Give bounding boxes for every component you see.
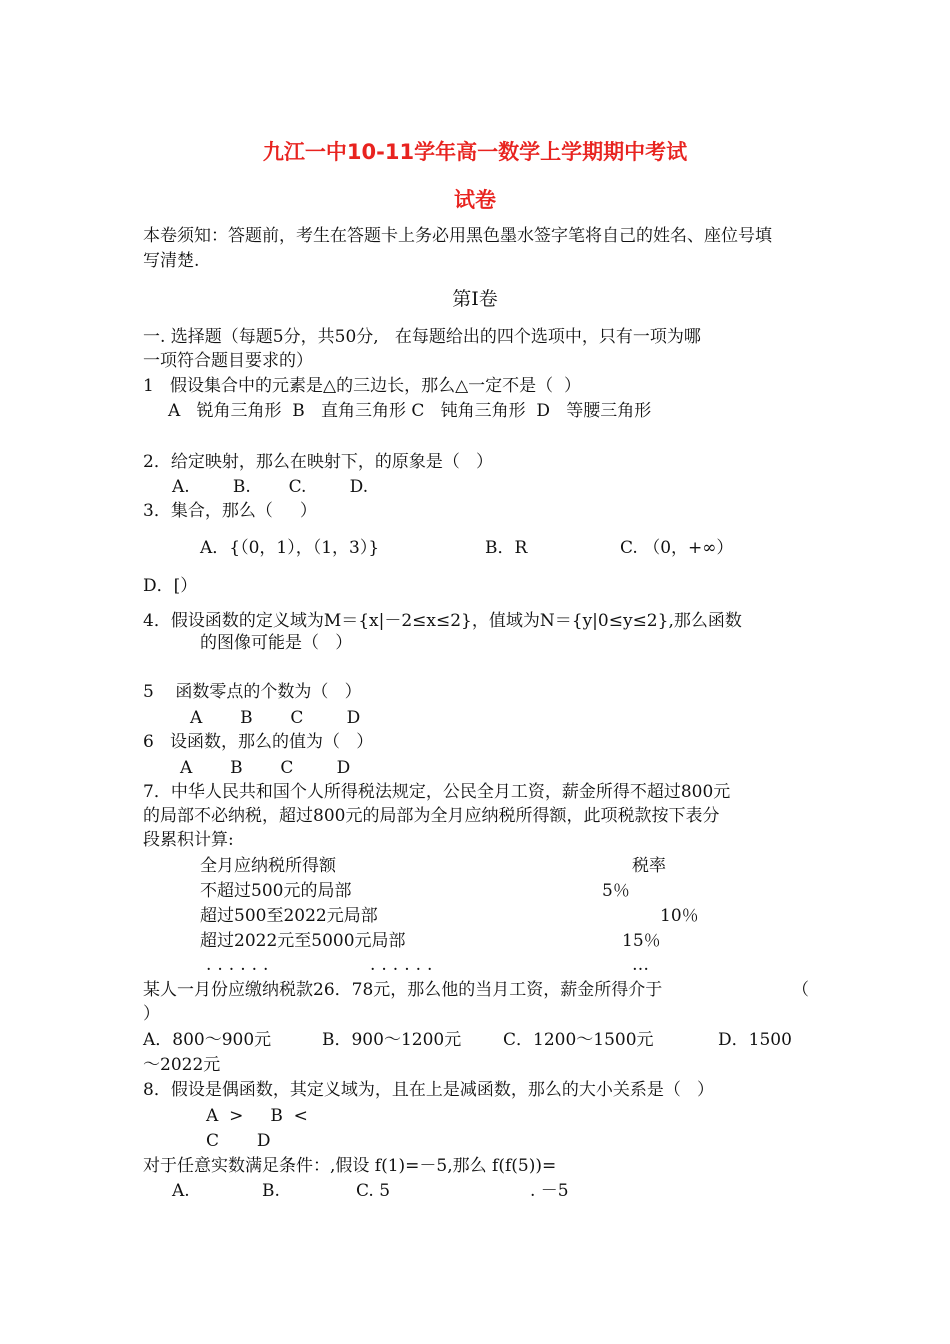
q3-option-a: A．{（0，1），（1，3）}	[200, 538, 380, 558]
q9-option-a: A.	[172, 1181, 190, 1201]
q9-option-d: . －5	[530, 1181, 569, 1201]
part1-line2: 一项符合题目要求的）	[143, 351, 313, 371]
tax-table-row1-bracket: 不超过500元的局部	[200, 881, 352, 901]
q5-stem: 5 函数零点的个数为（ ）	[143, 682, 362, 702]
q8-options-cd: C D	[206, 1131, 271, 1151]
q3-option-d: D．[）	[143, 576, 198, 596]
tax-table-ellipsis-mid: ......	[370, 955, 439, 975]
q8-options-ab: A > B <	[206, 1106, 308, 1126]
q1-stem: 1 假设集合中的元素是△的三边长，那么△一定不是（ ）	[143, 376, 581, 396]
notice-line2: 写清楚.	[143, 251, 200, 271]
q9-option-c: C. 5	[356, 1181, 391, 1201]
part1-line1: 一. 选择题（每题5分，共50分, 在每题给出的四个选项中，只有一项为哪	[143, 327, 701, 347]
q8-stem: 8．假设是偶函数，其定义域为，且在上是减函数，那么的大小关系是（ ）	[143, 1080, 715, 1100]
tax-table-row2-bracket: 超过500至2022元局部	[200, 906, 378, 926]
q6-stem: 6 设函数，那么的值为（ ）	[143, 732, 374, 752]
exam-title-line2: 试卷	[454, 188, 496, 212]
tax-table-row1-rate: 5％	[602, 881, 630, 901]
q3-option-c: C. （0，+∞）	[620, 538, 734, 558]
q7-option-a: A．800～900元	[143, 1030, 272, 1050]
q7-option-d-continued: ～2022元	[143, 1055, 221, 1075]
q9-stem: 对于任意实数满足条件：,假设 f(1)=－5,那么 f(f(5))=	[143, 1156, 557, 1176]
q4-line2: 的图像可能是（ ）	[200, 633, 353, 653]
tax-table-header-bracket: 全月应纳税所得额	[200, 856, 336, 876]
q7-paren-open: （	[792, 980, 809, 1000]
tax-table-ellipsis-left: ......	[206, 955, 275, 975]
tax-table-row3-bracket: 超过2022元至5000元局部	[200, 931, 406, 951]
q6-options: A B C D	[180, 758, 351, 778]
q1-options: A 锐角三角形 B 直角三角形 C 钝角三角形 D 等腰三角形	[168, 401, 652, 421]
q3-stem: 3．集合，那么（ ）	[143, 501, 317, 521]
exam-title-line1: 九江一中10-11学年高一数学上学期期中考试	[262, 140, 688, 164]
q7-question: 某人一月份应缴纳税款26．78元，那么他的当月工资，薪金所得介于	[143, 980, 663, 1000]
q7-option-d: D．1500	[718, 1030, 792, 1050]
q2-stem: 2．给定映射，那么在映射下，的原象是（ ）	[143, 452, 494, 472]
q2-options: A. B. C. D.	[172, 477, 369, 497]
q7-line1: 7．中华人民共和国个人所得税法规定，公民全月工资，薪金所得不超过800元	[143, 782, 731, 802]
section-title: 第Ⅰ卷	[452, 288, 498, 310]
q7-option-b: B．900～1200元	[322, 1030, 462, 1050]
q7-paren-close: ）	[143, 1004, 160, 1024]
q3-option-b: B．R	[485, 538, 528, 558]
tax-table-ellipsis-right: …	[632, 955, 649, 975]
q9-option-b: B.	[262, 1181, 280, 1201]
tax-table-row2-rate: 10％	[660, 906, 699, 926]
q7-line2: 的局部不必纳税，超过800元的局部为全月应纳税所得额，此项税款按下表分	[143, 806, 720, 826]
notice-line1: 本卷须知：答题前，考生在答题卡上务必用黑色墨水签字笔将自己的姓名、座位号填	[143, 226, 772, 246]
q7-line3: 段累积计算:	[143, 830, 234, 850]
q7-option-c: C．1200～1500元	[503, 1030, 654, 1050]
q5-options: A B C D	[190, 708, 361, 728]
tax-table-row3-rate: 15％	[622, 931, 661, 951]
tax-table-header-rate: 税率	[632, 856, 666, 876]
q4-line1: 4．假设函数的定义域为M＝{x|－2≤x≤2}，值域为N＝{y|0≤y≤2},那么函数	[143, 611, 742, 631]
